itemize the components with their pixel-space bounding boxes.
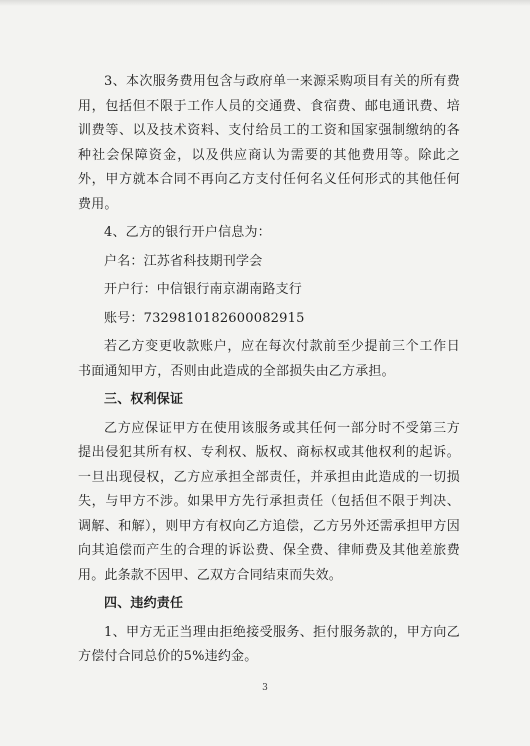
page-number: 3 — [262, 683, 268, 693]
paragraph-account-change: 若乙方变更收款账户，应在每次付款前至少提前三个工作日书面通知甲方，否则由此造成的全部损失由乙方承担。 — [78, 339, 460, 379]
document-body — [78, 70, 460, 670]
paragraph-account-name: 户名：江苏省科技期刊学会 — [104, 253, 263, 269]
paragraph-rights-guarantee: 乙方应保证甲方在使用该服务或其任何一部分时不受第三方提出侵犯其所有权、专利权、版权、商标权或其他权利的起诉。一旦出现侵权，乙方应承担全部责任，并承担由此造成的一切损失，与甲方不涉。如果甲方先行承担责任（包括但不限于判决、调解、和解），则甲方有权向乙方追偿，乙方另外还需承担甲方因向其追偿而产生的合理的诉讼费、保全费、律师费及其他差旅费用。此条款不因甲、乙双方合同结束而失效。 — [78, 420, 460, 583]
page-top-edge — [0, 0, 530, 6]
paragraph-bank-branch: 开户行：中信银行南京湖南路支行 — [104, 282, 303, 297]
heading-rights-guarantee: 三、权利保证 — [104, 392, 184, 407]
heading-breach-liability: 四、违约责任 — [104, 596, 184, 611]
paragraph-account-number: 账号：7329810182600082915 — [104, 310, 305, 326]
paragraph-bank-info-intro: 4、乙方的银行开户信息为： — [104, 225, 271, 240]
paragraph-breach-penalty: 1、甲方无正当理由拒绝接受服务、拒付服务款的，甲方向乙方偿付合同总价的5%违约金。 — [78, 624, 460, 664]
paragraph-service-fees: 3、本次服务费用包含与政府单一来源采购项目有关的所有费用，包括但不限于工作人员的交通费、食宿费、邮电通讯费、培训费等、以及技术资料、支付给员工的工资和国家强制缴纳的各种社会保障资金，以及供应商认为需要的其他费用等。除此之外，甲方就本合同不再向乙方支付任何名义任何形式的其他任何费用。 — [78, 74, 460, 212]
